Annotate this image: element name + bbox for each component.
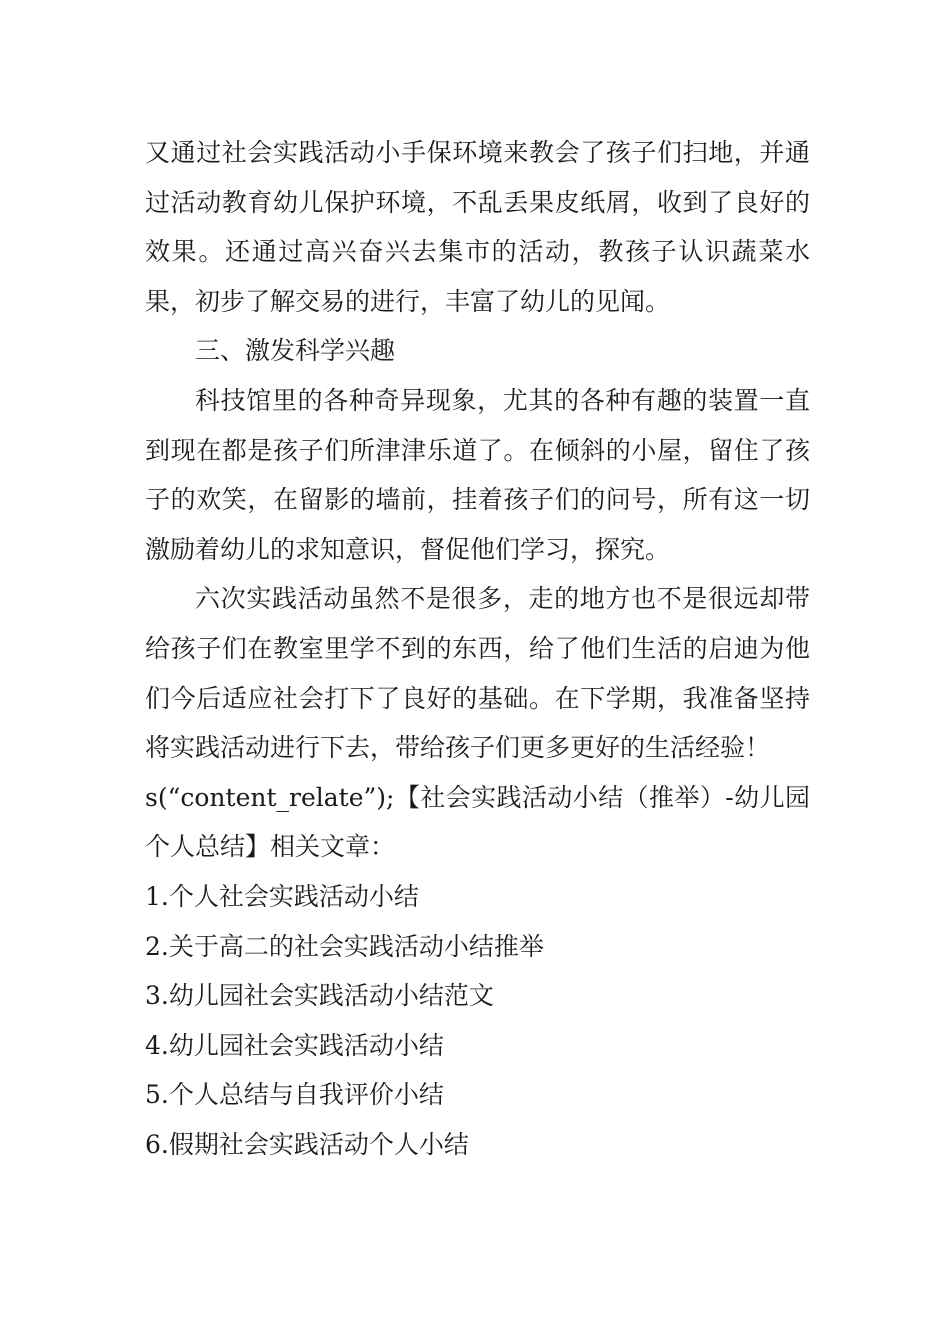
paragraph-practice-environment: 又通过社会实践活动小手保环境来教会了孩子们扫地，并通过活动教育幼儿保护环境，不乱丢果皮纸屑，收到了良好的效果。还通过高兴奋兴去集市的活动，教孩子认识蔬菜水果，初步了解交易的进行，丰富了幼儿的见闻。 — [145, 138, 810, 316]
related-article-2[interactable]: 2.关于高二的社会实践活动小结推举 — [145, 931, 544, 961]
related-article-4[interactable]: 4.幼儿园社会实践活动小结 — [145, 1030, 444, 1060]
related-articles-intro: s(“content_relate”);【社会实践活动小结（推举）-幼儿园个人总结】相关文章： — [145, 782, 810, 862]
related-articles-list — [145, 872, 810, 1170]
paragraph-science-museum: 科技馆里的各种奇异现象，尤其的各种有趣的装置一直到现在都是孩子们所津津乐道了。在倾斜的小屋，留住了孩子的欢笑，在留影的墙前，挂着孩子们的问号，所有这一切激励着幼儿的求知意识，督促他们学习，探究。 — [145, 385, 810, 564]
related-article-1[interactable]: 1.个人社会实践活动小结 — [145, 881, 419, 911]
paragraph-summary: 六次实践活动虽然不是很多，走的地方也不是很远却带给孩子们在教室里学不到的东西，给了他们生活的启迪为他们今后适应社会打下了良好的基础。在下学期，我准备坚持将实践活动进行下去，带给孩子们更多更好的生活经验！ — [145, 584, 810, 763]
related-article-6[interactable]: 6.假期社会实践活动个人小结 — [145, 1129, 469, 1159]
related-article-5[interactable]: 5.个人总结与自我评价小结 — [145, 1080, 444, 1110]
document-body — [145, 128, 810, 1169]
related-article-3[interactable]: 3.幼儿园社会实践活动小结范文 — [145, 981, 494, 1011]
section-heading-science-interest: 三、激发科学兴趣 — [195, 336, 396, 366]
